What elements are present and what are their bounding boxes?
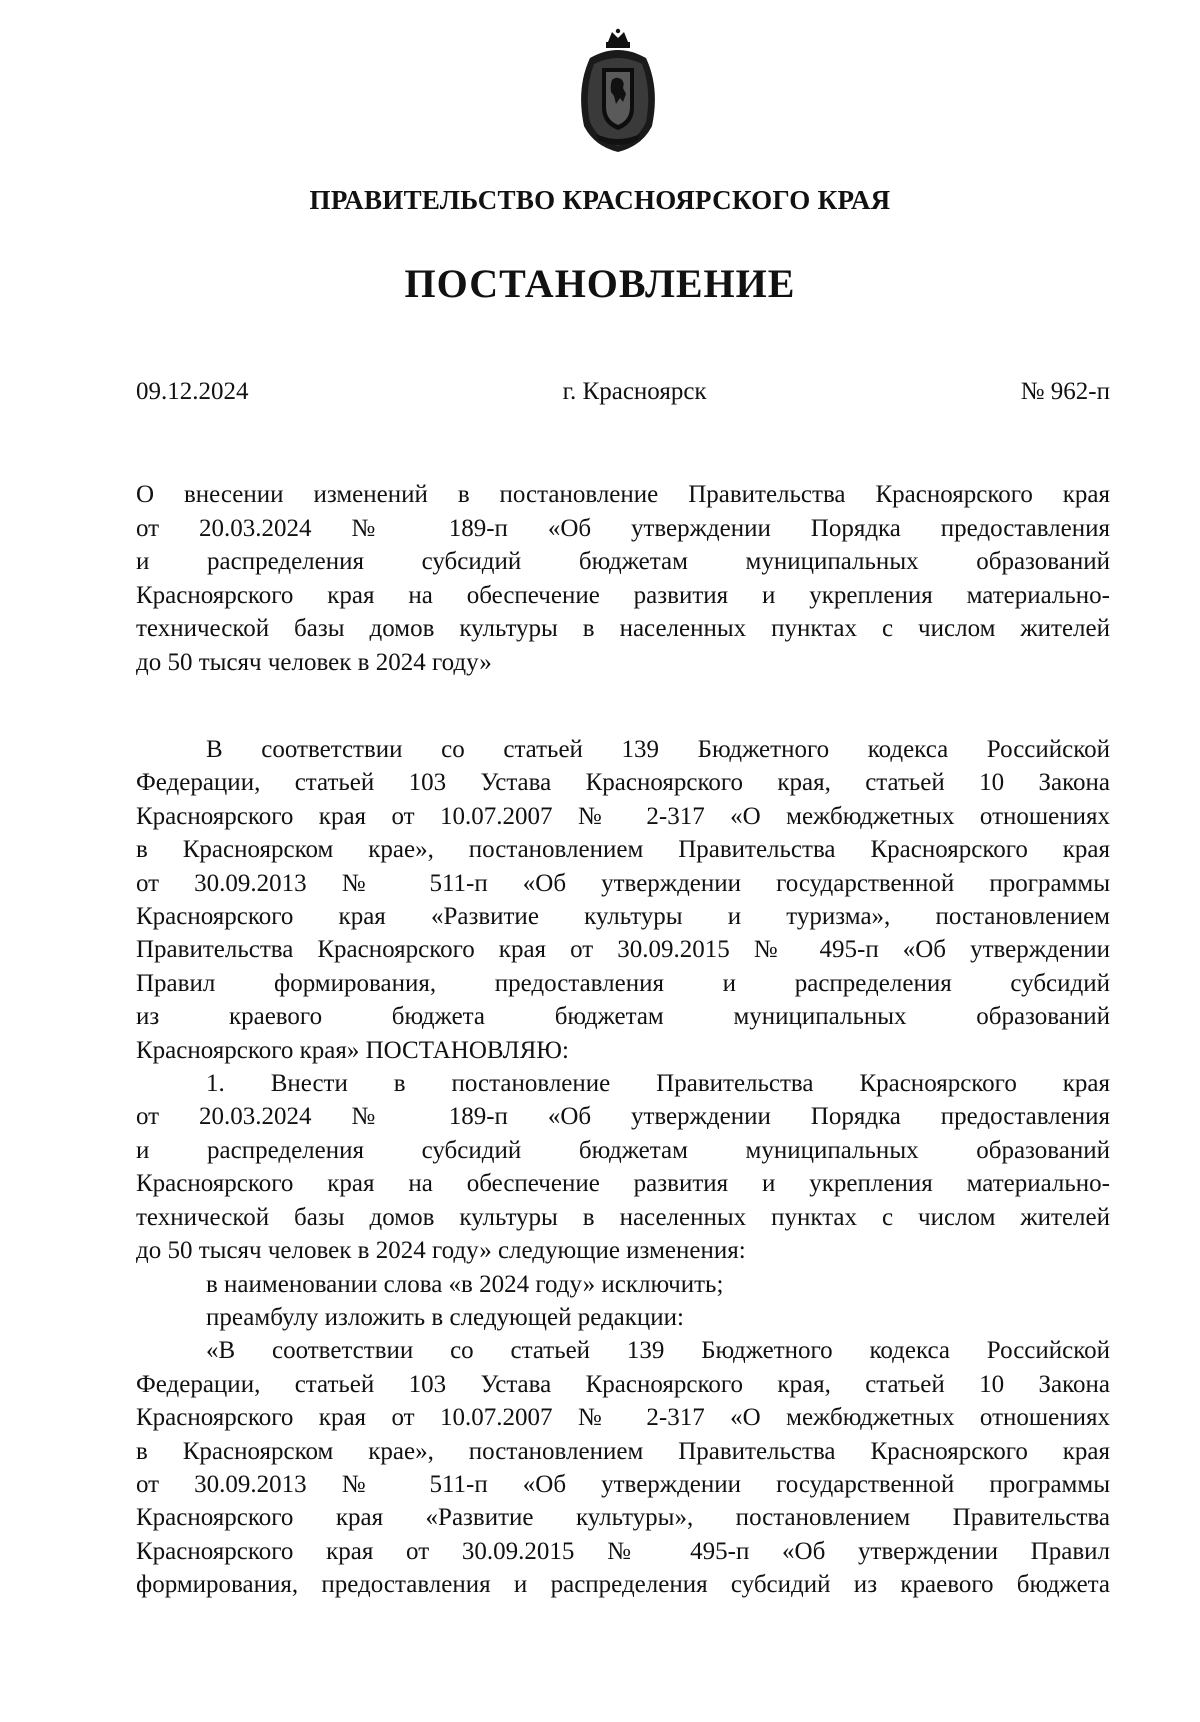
body-line: В соответствии со статьей 139 Бюджетного кодекса Российской — [206, 736, 1110, 763]
document-type-heading: ПОСТАНОВЛЕНИЕ — [404, 261, 796, 306]
body-line: в Красноярском крае», постановлением Правительства Красноярского края — [136, 1437, 1110, 1465]
body-line: 1. Внести в постановление Правительства Красноярского края — [206, 1070, 1110, 1098]
body-line: преамбулу изложить в следующей редакции: — [206, 1303, 685, 1331]
body-line: Красноярского края на обеспечение развития и укрепления материально- — [136, 1170, 1110, 1198]
body-line: от 30.09.2013 № 511-п «Об утверждении государственной программы — [136, 1470, 1110, 1498]
body-line: технической базы домов культуры в населенных пунктах с числом жителей — [136, 1203, 1110, 1231]
body-line: в Красноярском крае», постановлением Правительства Красноярского края — [136, 836, 1110, 864]
body-line: Красноярского края от 10.07.2007 № 2-317 «О межбюджетных отношениях — [136, 802, 1110, 830]
body-line: «В соответствии со статьей 139 Бюджетного кодекса Российской — [206, 1337, 1110, 1365]
body-line: Правил формирования, предоставления и распределения субсидий — [136, 969, 1110, 997]
body-line: Правительства Красноярского края от 30.09.2015 № 495-п «Об утверждении — [136, 936, 1110, 964]
document-number: № 962-п — [1020, 378, 1110, 405]
body-line: Федерации, статьей 103 Устава Красноярского края, статьей 10 Закона — [136, 1370, 1110, 1398]
title-line: Красноярского края на обеспечение развития и укрепления материально- — [136, 581, 1110, 609]
body-line: Красноярского края «Развитие культуры и туризма», постановлением — [136, 903, 1110, 931]
body-line: Красноярского края «Развитие культуры», постановлением Правительства — [136, 1504, 1110, 1532]
body-line: Красноярского края» ПОСТАНОВЛЯЮ: — [136, 1036, 569, 1064]
document-body — [136, 733, 1110, 1602]
body-line: и распределения субсидий бюджетам муниципальных образований — [136, 1136, 1110, 1164]
document-meta-row — [136, 378, 1110, 406]
body-line: формирования, предоставления и распределения субсидий из краевого бюджета — [136, 1571, 1110, 1599]
body-line: Красноярского края от 30.09.2015 № 495-п «Об утверждении Правил — [136, 1537, 1110, 1565]
body-line: до 50 тысяч человек в 2024 году» следующие изменения: — [136, 1237, 746, 1265]
body-line: в наименовании слова «в 2024 году» исключить; — [206, 1270, 724, 1298]
document-date: 09.12.2024 — [136, 378, 249, 405]
issuing-authority: ПРАВИТЕЛЬСТВО КРАСНОЯРСКОГО КРАЯ — [309, 185, 891, 215]
title-line: технической базы домов культуры в населенных пунктах с числом жителей — [136, 615, 1110, 642]
body-line: от 30.09.2013 № 511-п «Об утверждении государственной программы — [136, 869, 1110, 897]
body-line: из краевого бюджета бюджетам муниципальных образований — [136, 1003, 1110, 1031]
title-line: и распределения субсидий бюджетам муниципальных образований — [136, 548, 1110, 575]
body-line: Красноярского края от 10.07.2007 № 2-317 «О межбюджетных отношениях — [136, 1404, 1110, 1432]
title-line: О внесении изменений в постановление Правительства Красноярского края — [136, 481, 1110, 508]
document-place: г. Красноярск — [562, 378, 707, 405]
document-title — [136, 478, 1110, 679]
title-line: до 50 тысяч человек в 2024 году» — [136, 648, 492, 676]
title-line: от 20.03.2024 № 189-п «Об утверждении Порядка предоставления — [136, 514, 1110, 542]
body-line: от 20.03.2024 № 189-п «Об утверждении Порядка предоставления — [136, 1103, 1110, 1131]
coat-of-arms-emblem — [568, 28, 668, 156]
body-line: Федерации, статьей 103 Устава Красноярского края, статьей 10 Закона — [136, 769, 1110, 797]
